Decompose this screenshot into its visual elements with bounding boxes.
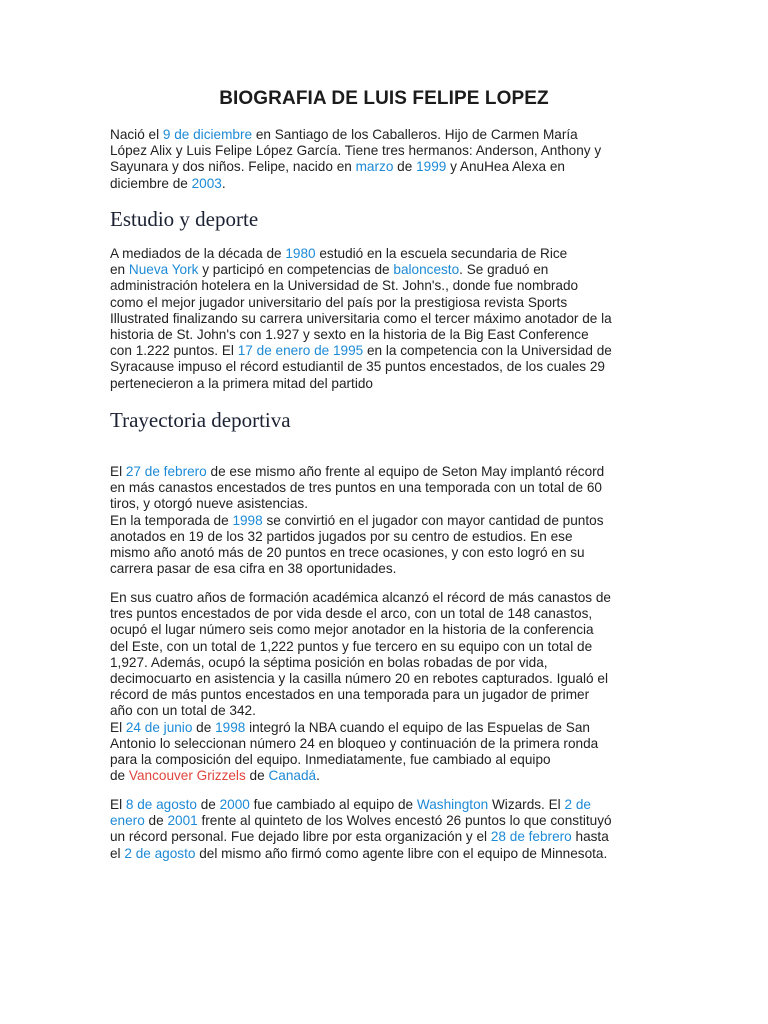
hyperlink[interactable]: 2003	[191, 175, 222, 191]
trayectoria-paragraph-1	[110, 464, 662, 577]
hyperlink[interactable]: 1980	[285, 246, 316, 261]
text-run: En sus cuatro años de formación académica alcanzó el récord de más canastos de tres puntos encestados de por vida desde el arco, con un total de 148 canastos, ocupó el lugar número seis como mejor anotador en la historia de la conferencia del Este, con un total de 1,222 puntos y fue tercero en su equipo con un total de 1,927. Además, ocupó la séptima posición en bolas robadas de por vida, decimocuarto en asistencia y la casilla número 20 en rebotes capturados. Igualó el récord de más puntos encestados en una temporada para un jugador de primer año con un total de 342. El	[110, 590, 611, 735]
text-run: en la competencia con la Universidad de Syracause impuso el récord estudiantil de 35 puntos encestados, de los cuales 29 pertenecieron a la primera mitad del partido	[110, 343, 612, 391]
text-run: en Santiago de los Caballeros. Hijo de Carmen María López Alix y Luis Felipe López García. Tiene tres hermanos: Anderson, Anthony y Sayunara y dos niños. Felipe, nacido en	[110, 127, 602, 175]
hyperlink[interactable]: 17 de enero de 1995	[237, 343, 364, 359]
hyperlink[interactable]: 28 de febrero	[490, 829, 572, 845]
text-run: . Se graduó en administración hotelera en la Universidad de St. John's., donde fue nombrado como el mejor jugador universitario del país por la prestigiosa revista Sports Illustrated finalizando su carrera universitaria como el tercer máximo anotador de la historia de St. John's con 1.927 y sexto en la historia de la Big East Conference con 1.222 puntos. El	[110, 262, 612, 359]
hyperlink[interactable]: Vancouver Grizzels	[128, 768, 246, 784]
text-run: de	[245, 768, 269, 784]
text-run: y AnuHea Alexa en diciembre de	[110, 159, 565, 191]
text-run: El	[110, 797, 126, 812]
hyperlink[interactable]: 2000	[219, 797, 250, 812]
text-run: frente al quinteto de los Wolves encestó 26 puntos lo que constituyó un récord personal. Fue dejado libre por esta organización y el	[110, 813, 612, 845]
hyperlink[interactable]: 2001	[167, 813, 198, 829]
document-title: BIOGRAFIA DE LUIS FELIPE LOPEZ	[219, 88, 549, 109]
text-run: El	[110, 464, 126, 479]
hyperlink[interactable]: Washington	[416, 797, 489, 812]
hyperlink[interactable]: Canadá	[268, 768, 317, 784]
hyperlink[interactable]: 1999	[416, 159, 447, 175]
hyperlink[interactable]: 8 de agosto	[125, 797, 197, 812]
trayectoria-paragraph-3	[110, 797, 662, 862]
hyperlink[interactable]: 24 de junio	[125, 719, 193, 735]
hyperlink[interactable]: 2 de agosto	[124, 845, 196, 861]
text-run: se convirtió en el jugador con mayor cantidad de puntos anotados en 19 de los 32 partidos jugados por su centro de estudios. En ese mismo año anotó más de 20 puntos en trece ocasiones, y con esto logró en su carrera pasar de esa cifra en 38 oportunidades.	[110, 512, 604, 577]
text-run: de	[144, 813, 168, 829]
text-run: y participó en competencias de	[198, 262, 394, 278]
text-run: de ese mismo año frente al equipo de Seton May implantó récord en más canastos encestados de tres puntos en una temporada con un total de 60 tiros, y otorgó nueve asistencias. En la temporada de	[110, 464, 605, 528]
hyperlink[interactable]: 9 de diciembre	[162, 127, 253, 142]
text-run: estudió en la escuela secundaria de Rice en	[110, 246, 568, 278]
hyperlink[interactable]: 1998	[215, 719, 246, 735]
hyperlink[interactable]: baloncesto	[393, 262, 460, 278]
text-run: .	[316, 768, 320, 784]
text-run: Nació el	[110, 127, 163, 142]
text-run: integró la NBA cuando el equipo de las Espuelas de San Antonio lo seleccionan número 24 en bloqueo y continuación de la primera ronda para la composición del equipo. Inmediatamente, fue cambiado al equipo de	[110, 719, 599, 784]
text-run: A mediados de la década de	[110, 246, 286, 261]
text-run: de	[393, 159, 417, 175]
text-run: de	[196, 797, 220, 812]
text-run: Wizards. El	[488, 797, 565, 812]
section-heading-estudio: Estudio y deporte	[110, 207, 259, 231]
text-run: .	[221, 175, 226, 191]
estudio-paragraph	[110, 246, 662, 392]
text-run: de	[192, 719, 216, 735]
intro-paragraph	[110, 127, 662, 192]
hyperlink[interactable]: 27 de febrero	[125, 464, 207, 479]
text-run: fue cambiado al equipo de	[249, 797, 417, 812]
hyperlink[interactable]: 1998	[232, 512, 263, 528]
hyperlink[interactable]: Nueva York	[128, 262, 199, 278]
text-run: del mismo año firmó como agente libre con el equipo de Minnesota.	[195, 845, 608, 861]
hyperlink[interactable]: marzo	[355, 159, 394, 175]
text-run: hasta el	[110, 829, 609, 861]
section-heading-trayectoria: Trayectoria deportiva	[110, 408, 291, 432]
trayectoria-paragraph-2	[110, 590, 662, 784]
hyperlink[interactable]: 2 de enero	[110, 797, 591, 829]
